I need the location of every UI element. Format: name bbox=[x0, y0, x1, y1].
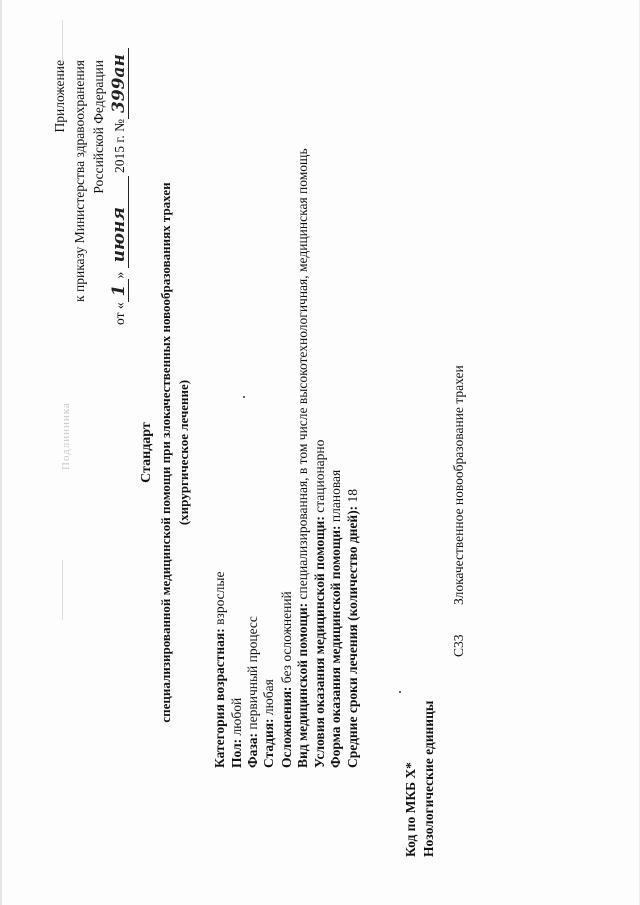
faint-stamp: Подлинника bbox=[60, 402, 72, 470]
field-label: Осложнения: bbox=[279, 686, 294, 768]
field-row bbox=[245, 616, 261, 768]
date-mid: » bbox=[112, 271, 127, 279]
appendix-title: Приложение bbox=[52, 60, 67, 133]
handwritten-month: июня bbox=[110, 176, 129, 268]
number-prefix: № bbox=[112, 119, 127, 132]
field-value: 18 bbox=[345, 488, 360, 506]
field-row bbox=[279, 591, 295, 768]
field-row bbox=[212, 572, 228, 768]
field-label: Условия оказания медицинской помощи: bbox=[312, 516, 327, 768]
handwritten-day: 1 bbox=[110, 279, 129, 303]
field-value: плановая bbox=[328, 469, 343, 526]
date-year: 2015 г. bbox=[112, 135, 127, 174]
appendix-order-line: к приказу Министерства здравоохранения bbox=[72, 60, 87, 302]
date-prefix: от « bbox=[112, 302, 127, 325]
field-label: Форма оказания медицинской помощи: bbox=[328, 525, 343, 768]
field-value: любая bbox=[261, 679, 276, 719]
field-value: первичный процесс bbox=[245, 616, 260, 733]
field-label: Средние сроки лечения (количество дней): bbox=[345, 505, 360, 768]
field-label: Пол: bbox=[229, 738, 244, 768]
standard-subtitle-2: (хирургическое лечение) bbox=[176, 379, 191, 526]
field-row bbox=[328, 470, 344, 768]
mkb-code: C33 bbox=[451, 634, 466, 657]
mkb-description: Злокачественное новообразование трахеи bbox=[451, 365, 466, 605]
field-value: без осложнений bbox=[279, 591, 294, 687]
field-label: Фаза: bbox=[245, 732, 260, 768]
field-label: Категория возрастная: bbox=[212, 628, 227, 768]
field-label: Стадия: bbox=[261, 718, 276, 768]
field-row bbox=[345, 489, 361, 768]
mkb-code-label: Код по МКБ X* bbox=[403, 762, 418, 857]
appendix-federation-line: Российской Федерации bbox=[91, 60, 106, 194]
field-value: взрослые bbox=[212, 571, 227, 629]
nosology-label: Нозологические единицы bbox=[421, 700, 436, 857]
standard-subtitle: специализированной медицинской помощи при злокачественных новообразованиях трахеи bbox=[158, 182, 173, 723]
field-row bbox=[295, 148, 311, 768]
field-value: специализированная, в том числе высокотехнологичная, медицинская помощь bbox=[295, 148, 310, 603]
handwritten-number: 399ан bbox=[110, 48, 129, 119]
appendix-date-line bbox=[110, 48, 129, 325]
field-row bbox=[229, 698, 245, 768]
field-row bbox=[312, 440, 328, 768]
field-value: любой bbox=[229, 697, 244, 739]
field-value: стационарно bbox=[312, 439, 327, 517]
standard-title: Стандарт bbox=[139, 422, 154, 483]
field-label: Вид медицинской помощи: bbox=[295, 602, 310, 768]
field-row bbox=[261, 679, 277, 768]
